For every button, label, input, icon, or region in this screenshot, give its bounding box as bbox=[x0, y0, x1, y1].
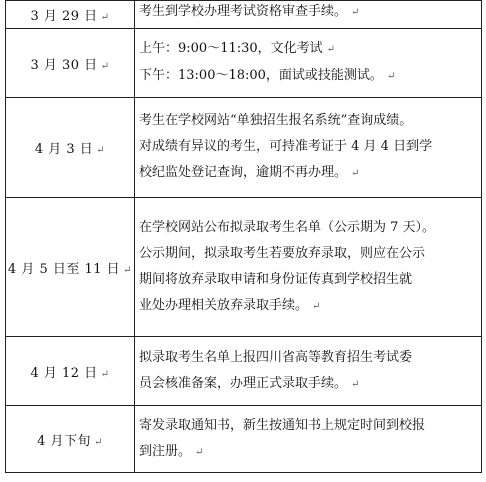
date-cell bbox=[6, 29, 135, 98]
paragraph-mark-icon: ↵ bbox=[312, 300, 321, 312]
table-row bbox=[6, 29, 482, 98]
description-cell bbox=[135, 198, 482, 337]
date-text: 4 月 5 日至 11 日 bbox=[7, 261, 121, 277]
description-cell bbox=[135, 1, 482, 29]
description-line: 拟录取考生名单上报四川省高等教育招生考试委 bbox=[139, 349, 413, 365]
description-cell bbox=[135, 337, 482, 406]
schedule-table bbox=[5, 0, 482, 473]
paragraph-mark-icon: ↵ bbox=[123, 264, 133, 276]
paragraph-mark-icon: ↵ bbox=[195, 446, 204, 458]
date-cell bbox=[6, 98, 135, 198]
paragraph-mark-icon: ↵ bbox=[94, 436, 103, 448]
paragraph-mark-icon: ↵ bbox=[326, 44, 336, 55]
date-cell bbox=[6, 337, 135, 406]
date-text: 3 月 29 日 bbox=[30, 9, 98, 24]
paragraph-mark-icon: ↵ bbox=[386, 71, 396, 82]
description-line: 到注册。 ↵ bbox=[139, 443, 204, 459]
description-line: 期间将放弃录取申请和身份证传真到学校招生就 bbox=[139, 271, 413, 287]
table-row bbox=[6, 337, 482, 406]
paragraph-mark-icon: ↵ bbox=[351, 378, 360, 390]
description-line: 公示期间，拟录取考生若要放弃录取，则应在公示 bbox=[139, 245, 426, 261]
date-text: 3 月 30 日 bbox=[30, 57, 98, 73]
description-line: 对成绩有异议的考生，可持准考证于 4 月 4 日到学 bbox=[139, 139, 433, 154]
date-text: 4 月下旬 bbox=[37, 433, 91, 449]
table-row bbox=[6, 98, 482, 198]
description-cell bbox=[135, 29, 482, 98]
date-text: 4 月 3 日 bbox=[34, 142, 94, 157]
paragraph-mark-icon: ↵ bbox=[351, 7, 360, 18]
date-cell bbox=[6, 406, 135, 473]
date-cell bbox=[6, 198, 135, 337]
paragraph-mark-icon: ↵ bbox=[100, 60, 110, 72]
table-row bbox=[6, 198, 482, 337]
description-line: 上午：9:00～11:30，文化考试 ↵ bbox=[139, 41, 336, 56]
description-line: 员会核准备案，办理正式录取手续。 ↵ bbox=[139, 375, 360, 391]
description-line: 考生在学校网站“单独招生报名系统”查询成绩。 bbox=[139, 113, 413, 128]
paragraph-mark-icon: ↵ bbox=[351, 168, 360, 179]
description-line: 校纪监处登记查询，逾期不再办理。 ↵ bbox=[139, 165, 360, 180]
table-row bbox=[6, 406, 482, 473]
description-line: 下午：13:00～18:00，面试或技能测试。 ↵ bbox=[139, 68, 396, 83]
description-line: 在学校网站公布拟录取考生名单（公示期为 7 天）。 bbox=[139, 219, 436, 235]
description-cell bbox=[135, 98, 482, 198]
date-text: 4 月 12 日 bbox=[30, 365, 98, 381]
description-line: 寄发录取通知书，新生按通知书上规定时间到校报 bbox=[139, 417, 426, 433]
paragraph-mark-icon: ↵ bbox=[100, 12, 110, 23]
description-cell bbox=[135, 406, 482, 473]
date-cell bbox=[6, 1, 135, 29]
description-line: 业处办理相关放弃录取手续。 ↵ bbox=[139, 297, 321, 313]
table-row bbox=[6, 1, 482, 29]
description-line: 考生到学校办理考试资格审查手续。 ↵ bbox=[139, 4, 360, 19]
paragraph-mark-icon: ↵ bbox=[100, 368, 110, 380]
paragraph-mark-icon: ↵ bbox=[96, 145, 106, 156]
